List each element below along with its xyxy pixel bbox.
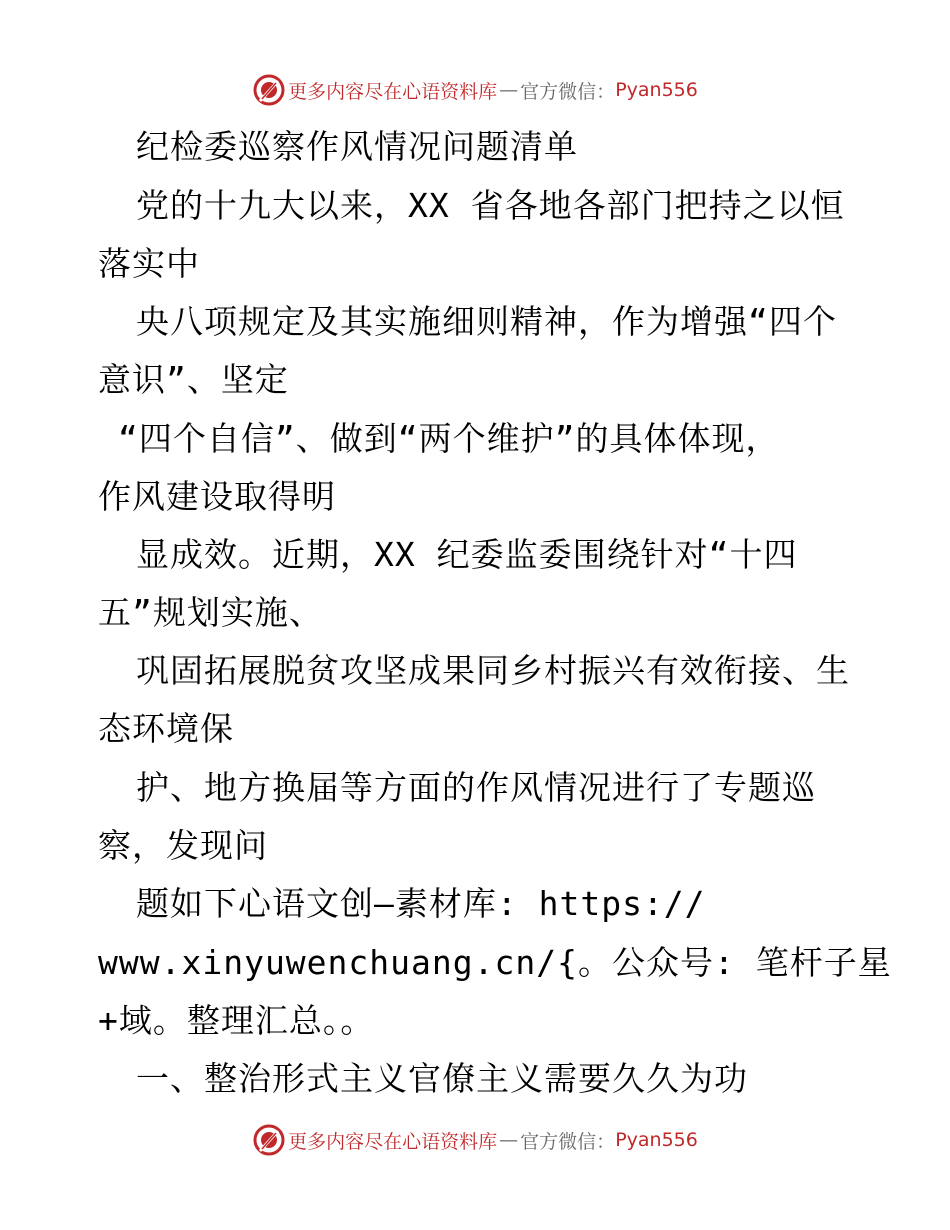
banner-wechat-id: Pyan556 xyxy=(615,1129,698,1151)
banner-separator: — xyxy=(499,1129,519,1151)
text-line: 作风建设取得明 xyxy=(98,477,336,516)
text-line: “四个自信”、做到“两个维护”的具体体现， xyxy=(118,419,780,458)
text-line: 意识”、坚定 xyxy=(98,360,289,399)
text-line: 题如下心语文创—素材库: https:// xyxy=(136,884,706,923)
text-line: 五”规划实施、 xyxy=(98,593,323,632)
footer-watermark-banner xyxy=(0,1122,950,1158)
banner-main-text: 更多内容尽在心语资料库 xyxy=(288,80,498,103)
text-line: 党的十九大以来，XX 省各地各部门把持之以恒 xyxy=(136,186,845,225)
text-line: 显成效。近期，XX 纪委监委围绕针对“十四 xyxy=(136,535,798,574)
banner-prefix: 官方微信： xyxy=(520,1130,616,1153)
text-line: 巩固拓展脱贫攻坚成果同乡村振兴有效衔接、生 xyxy=(136,651,850,690)
text-line: 察，发现问 xyxy=(98,826,268,865)
text-line: 态环境保 xyxy=(98,709,234,748)
text-line: www.xinyuwenchuang.cn/{。公众号: 笔杆子星 xyxy=(98,943,892,982)
banner-wechat-id: Pyan556 xyxy=(615,79,698,101)
text-line: 护、地方换届等方面的作风情况进行了专题巡 xyxy=(136,768,816,807)
header-watermark-banner xyxy=(0,72,950,108)
document-title: 纪检委巡察作风情况问题清单 xyxy=(136,127,578,166)
banner-prefix: 官方微信： xyxy=(520,80,616,103)
pen-logo-icon xyxy=(252,1123,286,1157)
text-line: 央八项规定及其实施细则精神，作为增强“四个 xyxy=(136,302,837,341)
banner-separator: — xyxy=(499,79,519,101)
text-line: +域。整理汇总。。 xyxy=(98,1001,375,1040)
text-line: 落实中 xyxy=(98,244,200,283)
section-heading: 一、整治形式主义官僚主义需要久久为功 xyxy=(136,1059,748,1098)
pen-logo-icon xyxy=(252,73,286,107)
banner-main-text: 更多内容尽在心语资料库 xyxy=(288,1130,498,1153)
